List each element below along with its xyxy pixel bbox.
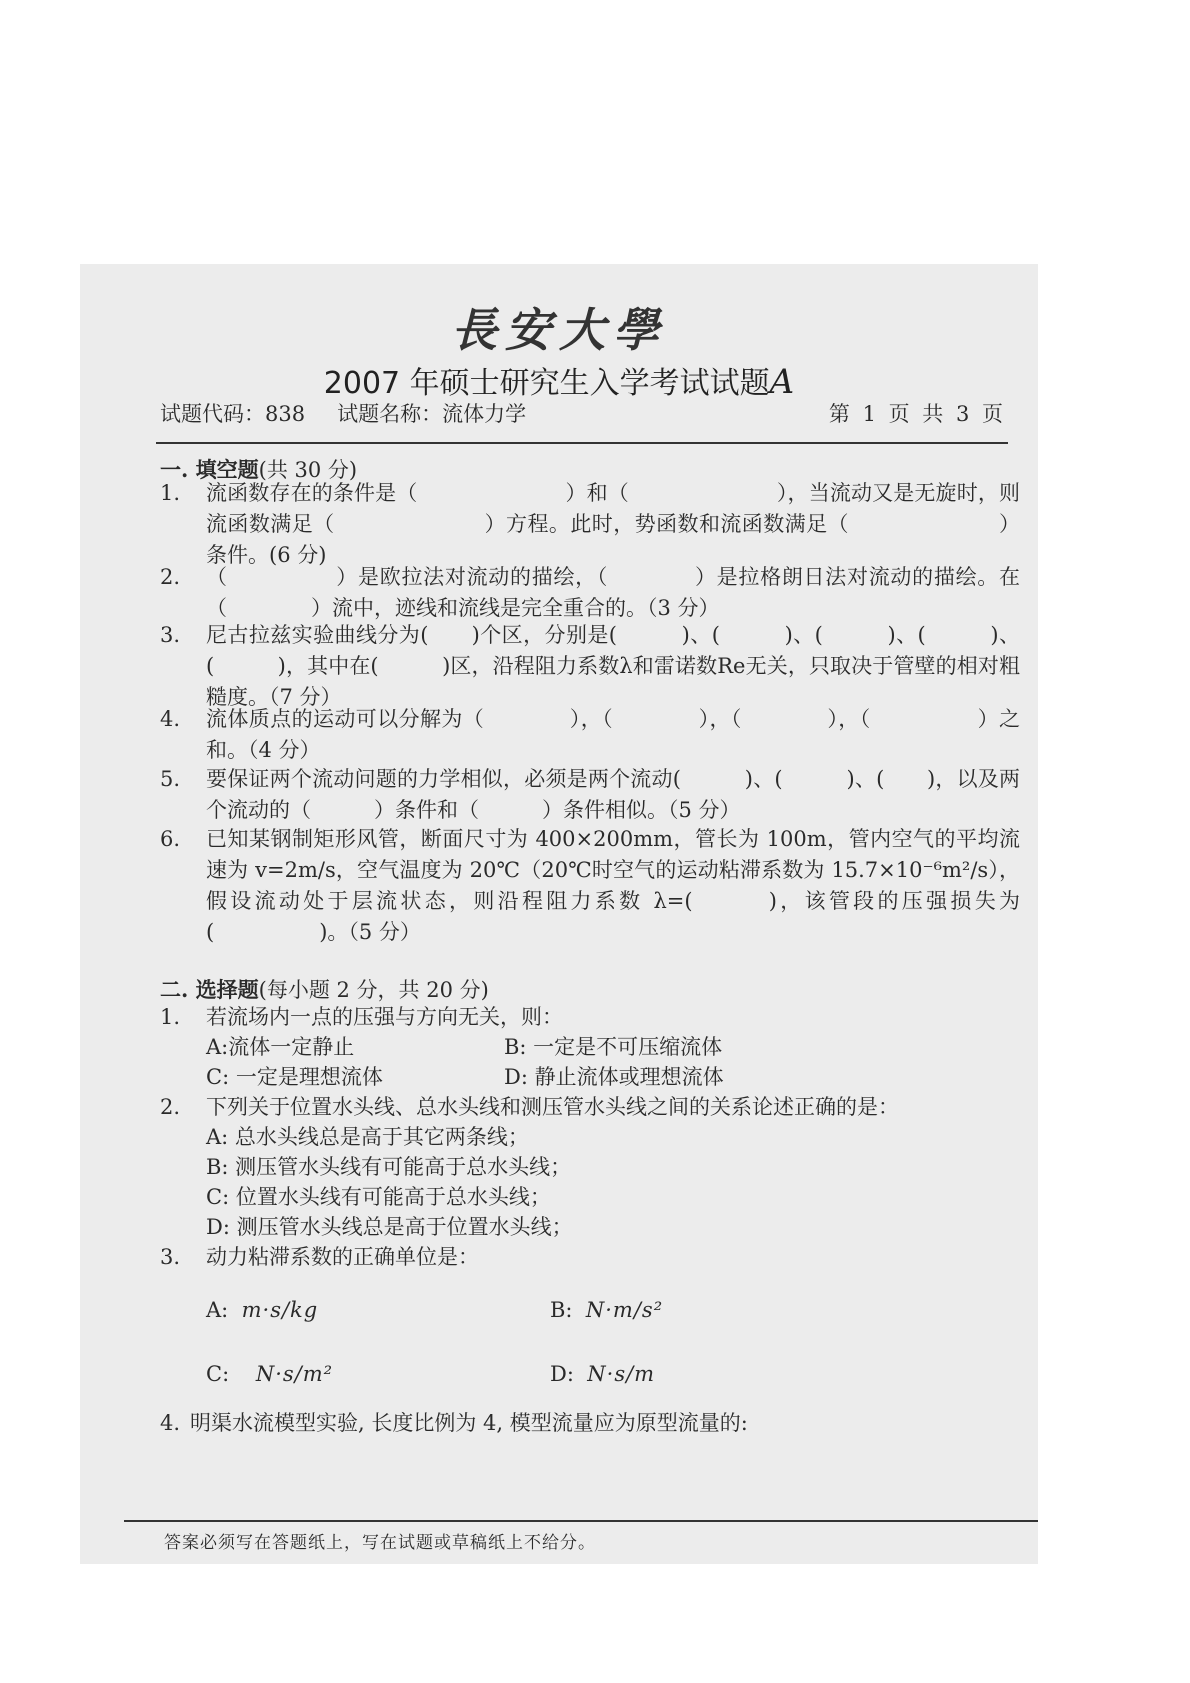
university-logo: 長安大學: [451, 303, 667, 357]
name-value: 流体力学: [442, 402, 527, 426]
question-1-4: 4. 流体质点的运动可以分解为（ ），（ ），（ ），（ ）之和。（4 分）: [160, 707, 1020, 762]
question-1-5: 5. 要保证两个流动问题的力学相似，必须是两个流动( )、( )、( )，以及两个流动的（ ）条件和（ ）条件相似。（5 分）: [160, 767, 1020, 822]
option-2-1-a: A:流体一定静止: [206, 1035, 355, 1059]
exam-sheet: 長安大學 2007 年硕士研究生入学考试试题A 试题代码：838 试题名称：流体力学 第 1 页 共 3 页 一. 填空题(共 30 分) 1. 流函数存在的条件是（ ）和（ ），当流动又是无旋时，则流函数满足（ ）方程。此时，势函数和流函数满足（ ）条件。(6 分) 2. （ ）是欧拉法对流动的描绘，（ ）是拉格朗日法对流动的描绘。在（ ）流中，迹线和流线是完全重合的。（3 分） 3. 尼古拉兹实验曲线分为( )个区，分别是( )、( )、( )、( )、( )，其中在( )区，沿程阻力系数λ和雷诺数Re无关，只取决于管壁的相对粗糙度。（7 分） 4. 流体质点的运动可以分解为（ ），（ ），（ ），（ ）之和。（4 分） 5. 要保证两个流动问题的力学相似，必须是两个流动( )、( )、( )，以及两个流动的（ ）条件和（ ）条件相似。（5 分） 6. 已知某钢制矩形风管，断面尺寸为 400×200mm，管长为 100m，管内空气的平均流速为 v=2m/s，空气温度为 20℃（20℃时空气的运动粘滞系数为 15.7×10⁻⁶m²/s），假设流动处于层流状态，则沿程阻力系数 λ=( )，该管段的压强损失为( )。（5 分） 二. 选择题(每小题 2 分，共 20 分) 1. 若流场内一点的压强与方向无关，则： A:流体一定静止 B: 一定是不可压缩流体 C: 一定是理想流体 D: 静止流体或理想流体 2. 下列关于位置水头线、总水头线和测压管水头线之间的关系论述正确的是： A: 总水头线总是高于其它两条线； B: 测压管水头线有可能高于总水头线； C: 位置水头线有可能高于总水头线； D: 测压管水头线总是高于位置水头线； 3. 动力粘滞系数的正确单位是： A: m·s/kg B: N·m/s² C: N·s/m² D: N·s/m 4. 明渠水流模型实验, 长度比例为 4, 模型流量应为原型流量的: 答案必须写在答题纸上，写在试题或草稿纸上不给分。: [80, 264, 1038, 1564]
paper-mark: A: [769, 362, 795, 402]
question-1-2: 2. （ ）是欧拉法对流动的描绘，（ ）是拉格朗日法对流动的描绘。在（ ）流中，迹线和流线是完全重合的。（3 分）: [160, 565, 1020, 620]
section2-heading: 二. 选择题(每小题 2 分，共 20 分): [160, 977, 489, 1002]
question-1-1: 1. 流函数存在的条件是（ ）和（ ），当流动又是无旋时，则流函数满足（ ）方程。此时，势函数和流函数满足（ ）条件。(6 分): [160, 481, 1020, 567]
question-1-3: 3. 尼古拉兹实验曲线分为( )个区，分别是( )、( )、( )、( )、( )，其中在( )区，沿程阻力系数λ和雷诺数Re无关，只取决于管壁的相对粗糙度。（7 分）: [160, 623, 1020, 709]
exam-title: 2007 年硕士研究生入学考试试题A: [323, 362, 795, 402]
option-2-2-b: B: 测压管水头线有可能高于总水头线；: [206, 1155, 572, 1179]
question-1-6: 6. 已知某钢制矩形风管，断面尺寸为 400×200mm，管长为 100m，管内空气的平均流速为 v=2m/s，空气温度为 20℃（20℃时空气的运动粘滞系数为 15.7×10⁻⁶m²/s），假设流动处于层流状态，则沿程阻力系数 λ=( )，该管段的压强损失为( )。（5 分）: [160, 827, 1020, 944]
header-divider: [156, 442, 1008, 444]
footer-note: 答案必须写在答题纸上，写在试题或草稿纸上不给分。: [164, 1533, 596, 1553]
code-label: 试题代码：: [160, 402, 265, 426]
page-info: 第 1 页 共 3 页: [828, 402, 1006, 426]
option-2-1-c: C: 一定是理想流体: [206, 1065, 383, 1089]
option-2-1-b: B: 一定是不可压缩流体: [504, 1035, 723, 1059]
footer-divider: [124, 1520, 1038, 1522]
name-label: 试题名称：: [337, 402, 443, 426]
option-2-2-c: C: 位置水头线有可能高于总水头线；: [206, 1185, 551, 1209]
option-2-3-a: A: m·s/kg: [206, 1298, 319, 1322]
option-2-2-a: A: 总水头线总是高于其它两条线；: [206, 1125, 529, 1149]
exam-meta: [160, 398, 526, 428]
option-2-2-d: D: 测压管水头线总是高于位置水头线；: [206, 1215, 573, 1239]
section1-heading: 一. 填空题(共 30 分): [160, 457, 358, 482]
option-2-1-d: D: 静止流体或理想流体: [504, 1065, 724, 1089]
option-2-3-b: B: N·m/s²: [550, 1298, 664, 1322]
code-value: 838: [265, 402, 306, 426]
option-2-3-c: C: N·s/m²: [206, 1362, 334, 1386]
option-2-3-d: D: N·s/m: [550, 1362, 656, 1386]
